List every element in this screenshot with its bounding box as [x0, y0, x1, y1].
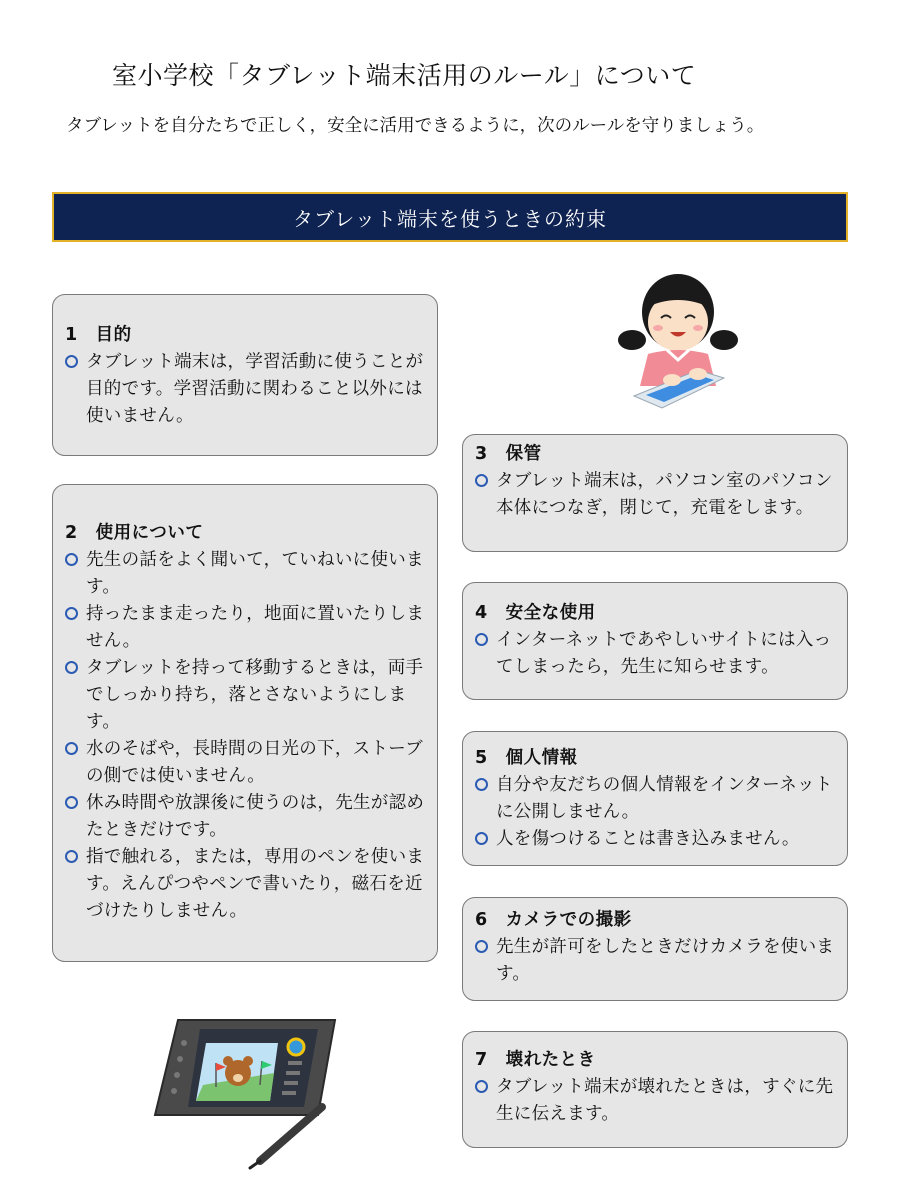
tablet-with-stylus-illustration	[150, 1015, 345, 1170]
girl-with-tablet-illustration	[612, 262, 742, 422]
page-subtitle: タブレットを自分たちで正しく，安全に活用できるように，次のルールを守りましょう。	[66, 116, 765, 136]
rule-item: 指で触れる，または，専用のペンを使います。えんぴつやペンで書いたり，磁石を近づけたりしません。	[65, 844, 425, 925]
circle-bullet-icon	[65, 661, 78, 674]
circle-bullet-icon	[65, 355, 78, 368]
side-button-1	[181, 1040, 187, 1046]
panel-bar-1	[288, 1061, 302, 1065]
section-heading: 1 目的	[65, 325, 132, 345]
section-heading: 5 個人情報	[475, 748, 578, 768]
section-heading: 2 使用について	[65, 523, 204, 543]
section-storage	[462, 434, 848, 552]
circle-bullet-icon	[65, 742, 78, 755]
bear-ear-right	[243, 1056, 253, 1066]
panel-bar-2	[286, 1071, 300, 1075]
section-safe-use	[462, 582, 848, 700]
section-personal-info	[462, 731, 848, 866]
rule-item: タブレットを持って移動するときは，両手でしっかり持ち，落とさないようにします。	[65, 655, 425, 736]
rule-item: タブレット端末は，学習活動に使うことが目的です。学習活動に関わること以外には使いません。	[65, 349, 425, 430]
rule-item: 水のそばや，長時間の日光の下，ストーブの側では使いません。	[65, 736, 425, 790]
circle-bullet-icon	[65, 850, 78, 863]
rule-item: タブレット端末は，パソコン室のパソコン本体につなぎ，閉じて，充電をします。	[475, 468, 835, 522]
circle-bullet-icon	[475, 832, 488, 845]
color-wheel	[288, 1039, 304, 1055]
hair-tail-left	[618, 330, 646, 350]
panel-bar-3	[284, 1081, 298, 1085]
section-camera	[462, 897, 848, 1001]
rule-item: 先生の話をよく聞いて，ていねいに使います。	[65, 547, 425, 601]
section-broken	[462, 1031, 848, 1148]
circle-bullet-icon	[475, 940, 488, 953]
hand-left	[663, 374, 681, 386]
section-heading: 7 壊れたとき	[475, 1050, 596, 1070]
rule-item: 自分や友だちの個人情報をインターネットに公開しません。	[475, 772, 835, 826]
panel-bar-4	[282, 1091, 296, 1095]
section-heading: 6 カメラでの撮影	[475, 910, 632, 930]
circle-bullet-icon	[475, 474, 488, 487]
section-usage	[52, 484, 438, 962]
rule-item: タブレット端末が壊れたときは，すぐに先生に伝えます。	[475, 1074, 835, 1128]
rule-item: 持ったまま走ったり，地面に置いたりしません。	[65, 601, 425, 655]
circle-bullet-icon	[475, 1080, 488, 1093]
hand-right	[689, 368, 707, 380]
rule-item: 人を傷つけることは書き込みません。	[475, 826, 835, 853]
circle-bullet-icon	[475, 633, 488, 646]
circle-bullet-icon	[65, 553, 78, 566]
bear-ear-left	[223, 1056, 233, 1066]
rule-item: 先生が許可をしたときだけカメラを使います。	[475, 934, 835, 988]
rule-item: インターネットであやしいサイトには入ってしまったら，先生に知らせます。	[475, 627, 835, 681]
side-button-4	[171, 1088, 177, 1094]
section-banner: タブレット端末を使うときの約束	[52, 192, 848, 242]
circle-bullet-icon	[65, 607, 78, 620]
circle-bullet-icon	[475, 778, 488, 791]
side-button-2	[177, 1056, 183, 1062]
bear-muzzle	[233, 1074, 243, 1082]
section-purpose	[52, 294, 438, 456]
section-heading: 3 保管	[475, 444, 542, 464]
hair-tail-right	[710, 330, 738, 350]
cheek-right	[693, 325, 703, 331]
page-title: 室小学校「タブレット端末活用のルール」について	[112, 61, 697, 90]
rule-item: 休み時間や放課後に使うのは，先生が認めたときだけです。	[65, 790, 425, 844]
section-heading: 4 安全な使用	[475, 603, 596, 623]
circle-bullet-icon	[65, 796, 78, 809]
cheek-left	[653, 325, 663, 331]
side-button-3	[174, 1072, 180, 1078]
